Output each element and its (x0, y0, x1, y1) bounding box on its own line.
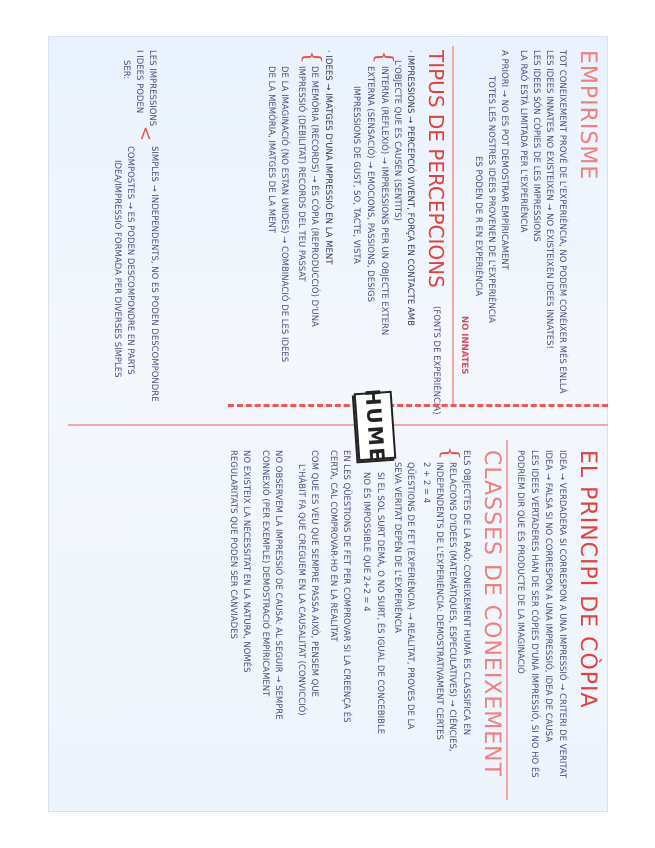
idees-line-1: DE MEMÒRIA (RECORDS) → ÉS CÒPIA (REPRODUCCIÓ) D'UNA (309, 66, 319, 327)
classes-line-15: NO EXISTEIX LA NECESSITAT EN LA NATURA, NOMÉS (241, 450, 251, 673)
impressions-line-1: L'OBJECTE QUE ES CAUSEN (SENTITS) (392, 60, 402, 221)
classes-heading: CLASSES DE CONEIXEMENT (479, 450, 504, 778)
empirisme-line-2: LES IDEES INNATES NO EXISTEIXEN → NO EXISTEIXEN IDEES INNATES! (544, 50, 554, 349)
impressions-line-4: IMPRESSIONS DE GUST, SO, TACTE, VISTA (351, 86, 361, 264)
hume-title-box: HUME (354, 391, 397, 461)
empirisme-tag: NO INNATES (459, 316, 469, 375)
idees-line-4: DE LA MEMÒRIA, IMATGES DE LA MENT (266, 66, 276, 233)
classes-line-5: QÜESTIONS DE FET (EXPERIÈNCIA) → REALITAT, PROVES DE LA (405, 462, 415, 730)
classes-line-6: SEVA VERITAT DEPÈN DE L'EXPERIÈNCIA (392, 462, 402, 633)
idees-title: · IDEES → IMATGES D'UNA IMPRESSIÓ EN LA MENT (323, 50, 333, 265)
classes-line-7: SI EL SOL SURT DEMÀ, O NO SURT, ÉS IGUAL DE CONCEBIBLE (375, 472, 385, 735)
simples-line: SIMPLES → INDEPENDENTS, NO ES PODEN DESCOMPONDRE (149, 146, 159, 402)
classes-line-9: EN LES QÜESTIONS DE FET PER COMPROVAR SI LA CREENÇA ÉS (341, 450, 351, 723)
idees-note-3: SER: (121, 60, 131, 80)
idees-note-1: LES IMPRESSIONS (147, 50, 157, 127)
principi-heading: EL PRINCIPI DE CÒPIA (575, 450, 600, 709)
principi-line-1: IDEA → VERDADERA SI CORRESPON A UNA IMPRESSIÓ → CRITERI DE VERITAT (557, 450, 567, 779)
classes-line-11: COM QUE ES VEU QUE SEMPRE PASSA AIXÒ, PENSEM QUE (309, 450, 319, 697)
rotated-content (48, 36, 608, 812)
divider-horizontal-left (452, 46, 454, 406)
classes-line-14: CONNEXIÓ (PER EXEMPLE) DEMOSTRACIÓ EMPÍRICAMENT (260, 450, 270, 697)
divider-horizontal-right (506, 440, 508, 800)
empirisme-line-4: LA RAÓ ESTÀ LIMITADA PER L'EXPERIÈNCIA (518, 50, 528, 233)
classes-line-10: CERTA, CAL COMPROVAR-HO EN LA REALITAT (328, 450, 338, 642)
idees-brace: { (299, 50, 324, 64)
left-panel (48, 36, 608, 415)
classes-brace-1: { (437, 446, 462, 460)
compostes-line: COMPOSTES → ES PODEN DESCOMPONDRE EN PARTS (125, 146, 135, 375)
idees-note-2: I IDEES PODEN (134, 50, 144, 114)
principi-line-3: LES IDEES VERTADERES HAN DE SER CÒPIES D'UNA IMPRESSIÓ, SI NO HO ÉS (529, 450, 539, 778)
impressions-title: · IMPRESSIONS → PERCEPCIÓ VIVENT, FORÇA EN CONTACTE AMB (405, 50, 415, 326)
dashed-divider (228, 404, 608, 407)
empirisme-heading: EMPIRISME (575, 50, 600, 181)
classes-line-4: 2 + 2 = 4 (421, 462, 431, 504)
idees-line-3: DE LA IMAGINACIÓ (NO ESTAN UNIDES) → COMBINACIÓ DE LES IDEES (279, 66, 289, 363)
classes-line-8: NO ÉS IMPOSSIBLE QUE 2+2 = 4 (361, 472, 371, 612)
impressions-line-2: INTERNA (REFLEXIÓ) → IMPRESSIONS PER UN OBJECTE EXTERN (379, 66, 389, 336)
right-panel (48, 440, 608, 812)
impressions-line-3: EXTERNA (SENSACIÓ) → EMOCIONS, PASSIONS, DESIGS (365, 66, 375, 303)
idees-line-2: IMPRESSIÓ (DEBILITAT) RECORDS DEL TEU PASSAT (296, 66, 306, 282)
divider-vertical-center (68, 424, 608, 426)
principi-line-2: IDEA → FALSA SI NO CORRESPON A UNA IMPRESSIÓ, IDEA DE CAUSA (543, 450, 553, 743)
compostes-line-2: IDEA/IMPRESSIÓ FORMADA PER DIVERSES SIMPLES (112, 160, 122, 378)
tipus-heading: TIPUS DE PERCEPCIONS (424, 50, 448, 288)
classes-line-1: ELS OBJECTES DE LA RAÓ: CONEIXEMENT HUMÀ ES CLASSIFICA EN (461, 450, 471, 736)
empirisme-line-6: TOTES LES NOSTRES IDEES PROVENEN DE L'EXPERIÈNCIA (486, 76, 496, 323)
branch-arrow-icon: < (135, 126, 156, 142)
principi-line-4: PODRÍEM DIR QUE ÉS PRODUCTE DE LA IMAGINACIÓ (515, 450, 525, 674)
empirisme-line-3: LES IDEES SÓN CÒPIES DE LES IMPRESSIONS (531, 50, 541, 242)
classes-line-3: INDEPENDENTS DE L'EXPERIÈNCIA: DEMOSTRATIVAMENT CERTES (434, 462, 444, 740)
classes-line-13: NO OBSERVEM LA IMPRESSIÓ DE CAUSA: AL SEGUIR → SEMPRE (273, 450, 283, 720)
notebook-page (48, 36, 608, 812)
empirisme-note: ES PODEN DE R EN EXPERIÈNCIA (473, 156, 483, 297)
tipus-subheading: (FONTS DE EXPERIÈNCIA) (431, 306, 441, 415)
empirisme-line-5: A PRIORI → NO ES POT DEMOSTRAR EMPÍRICAMENT (499, 50, 509, 270)
classes-line-12: L'HÀBIT FA QUE CREGUEM EN LA CAUSALITAT (CONVICCIÓ) (296, 464, 306, 716)
classes-line-16: REGULARITATS QUE PODEN SER CANVIADES (228, 450, 238, 639)
impressions-brace: { (371, 50, 396, 64)
classes-line-2: RELACIONS D'IDEES (MATEMÀTIQUES, ESPECULATIVES) → CIÈNCIES, (447, 462, 457, 752)
empirisme-line-1: TOT CONEIXEMENT PROVÉ DE L'EXPERIÈNCIA, NO PODEM CONÈIXER MÉS ENLLÀ (557, 50, 567, 394)
